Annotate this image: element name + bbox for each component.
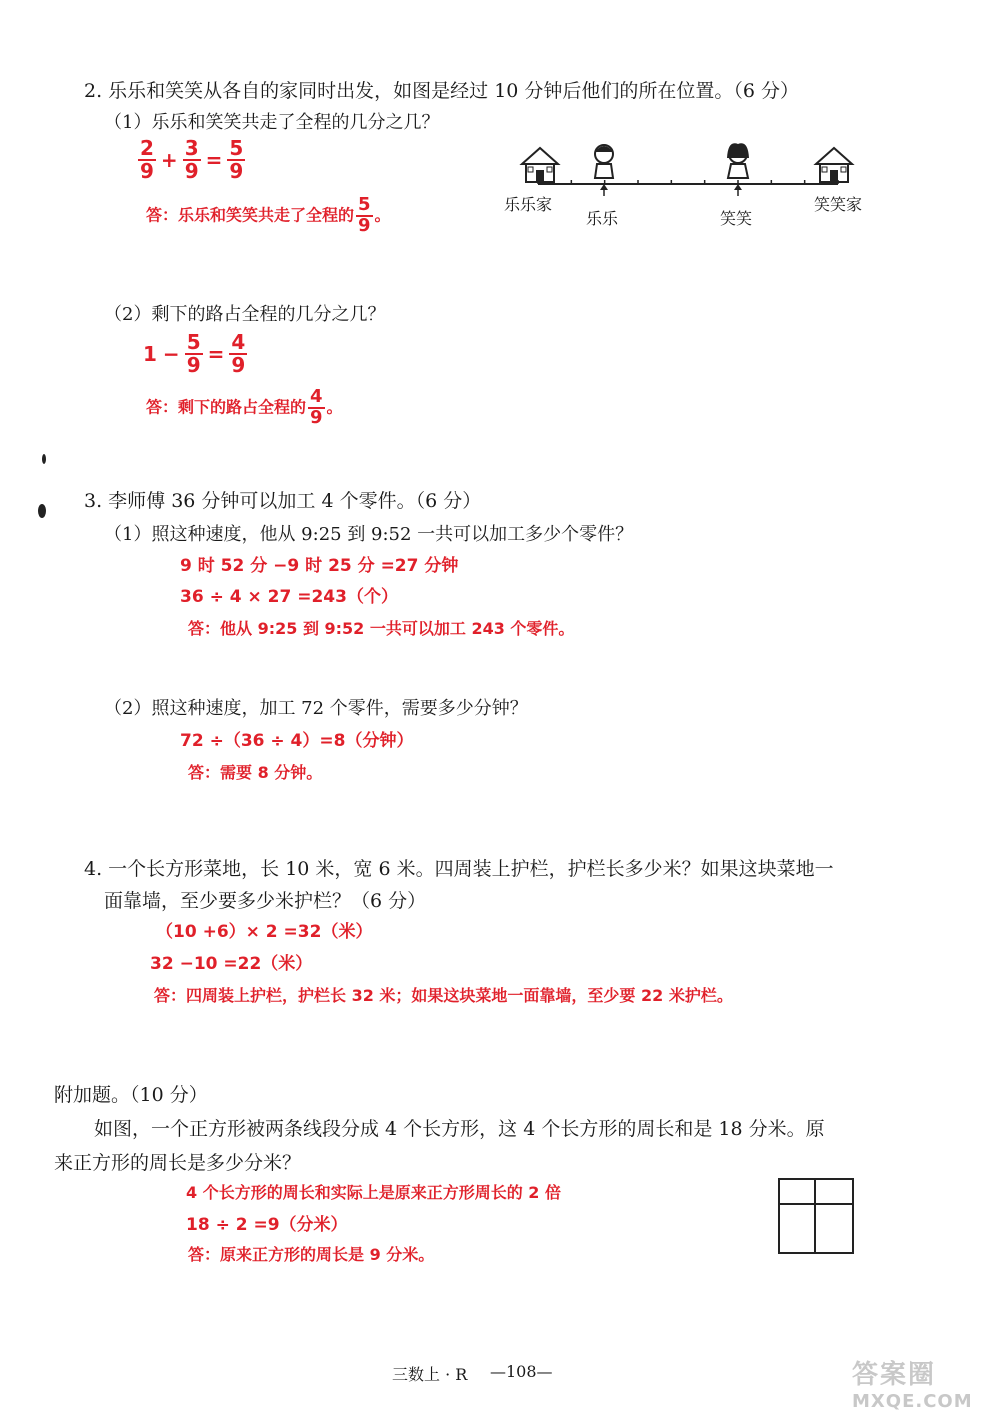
q2-part1-question: （1）乐乐和笑笑共走了全程的几分之几？ bbox=[104, 112, 440, 133]
fraction: $\frac{2}{9}$ bbox=[140, 136, 154, 183]
xiaoxiao-house-icon bbox=[816, 148, 852, 182]
q3-title: 3. 李师傅 36 分钟可以加工 4 个零件。（6 分） bbox=[84, 490, 482, 512]
q2-part1-answer: 答：乐乐和笑笑共走了全程的 $\frac{5}{9}$ 。 bbox=[146, 194, 391, 236]
q2-part2-question: （2）剩下的路占全程的几分之几？ bbox=[104, 304, 386, 325]
bonus-line1: 4 个长方形的周长和实际上是原来正方形周长的 2 倍 bbox=[186, 1183, 561, 1202]
q4-title-line1: 4. 一个长方形菜地，长 10 米，宽 6 米。四周装上护栏，护栏长多少米？如果这块菜地一 bbox=[84, 858, 834, 880]
bonus-text-line2: 来正方形的周长是多少分米？ bbox=[54, 1152, 302, 1174]
q4-line2: 32 −10 =22（米） bbox=[150, 954, 313, 974]
q4-answer: 答：四周装上护栏，护栏长 32 米；如果这块菜地一面靠墙，至少要 22 米护栏。 bbox=[154, 986, 733, 1005]
q3-part2-question: （2）照这种速度，加工 72 个零件，需要多少分钟？ bbox=[104, 698, 528, 719]
q2-title: 2. 乐乐和笑笑从各自的家同时出发，如图是经过 10 分钟后他们的所在位置。（6 分） bbox=[84, 80, 800, 102]
lele-house-icon bbox=[522, 148, 558, 182]
xiaoxiao-figure-icon bbox=[727, 143, 749, 178]
fraction: $\frac{5}{9}$ bbox=[186, 330, 201, 377]
bonus-line2: 18 ÷ 2 =9（分米） bbox=[186, 1215, 348, 1235]
q3-part1-line1: 9 时 52 分 −9 时 25 分 =27 分钟 bbox=[180, 556, 459, 576]
xiaoxiao-label: 笑笑 bbox=[720, 209, 753, 228]
watermark-logo: 答案圈 MXQE.COM bbox=[852, 1360, 973, 1412]
q3-part2-line1: 72 ÷（36 ÷ 4）=8（分钟） bbox=[180, 731, 414, 751]
q2-part2-calc: 1 − $\frac{5}{9}$ = $\frac{4}{9}$ bbox=[143, 330, 246, 377]
q4-line1: （10 +6）× 2 =32（米） bbox=[156, 922, 373, 942]
fraction: $\frac{5}{9}$ bbox=[229, 136, 244, 183]
q2-part2-answer: 答：剩下的路占全程的 $\frac{4}{9}$ 。 bbox=[146, 386, 343, 428]
lele-home-label: 乐乐家 bbox=[504, 195, 553, 214]
q3-part1-answer: 答：他从 9:25 到 9:52 一共可以加工 243 个零件。 bbox=[188, 619, 575, 638]
bonus-answer: 答：原来正方形的周长是 9 分米。 bbox=[188, 1245, 435, 1264]
xiaoxiao-home-label: 笑笑家 bbox=[814, 195, 863, 214]
lele-figure-icon bbox=[595, 145, 613, 178]
bonus-title: 附加题。（10 分） bbox=[54, 1084, 208, 1106]
vertical-divider bbox=[814, 1178, 816, 1252]
divided-square-figure bbox=[778, 1178, 854, 1254]
margin-mark bbox=[38, 504, 46, 518]
lele-label: 乐乐 bbox=[586, 209, 619, 228]
q3-part1-question: （1）照这种速度，他从 9:25 到 9:52 一共可以加工多少个零件？ bbox=[104, 524, 634, 545]
fraction: $\frac{4}{9}$ bbox=[231, 330, 246, 377]
fraction: $\frac{3}{9}$ bbox=[184, 136, 199, 183]
q3-part1-line2: 36 ÷ 4 × 27 =243（个） bbox=[180, 587, 398, 607]
footer-book-label: 三数上 · R bbox=[392, 1365, 468, 1384]
q4-title-line2: 面靠墙，至少要多少米护栏？（6 分） bbox=[104, 890, 427, 912]
margin-mark bbox=[42, 454, 46, 464]
q2-part1-calc: $\frac{2}{9}$ + $\frac{3}{9}$ = $\frac{5}{9}$ bbox=[140, 136, 244, 183]
footer-page-number: —108— bbox=[490, 1362, 553, 1381]
route-diagram bbox=[500, 138, 890, 238]
q3-part2-answer: 答：需要 8 分钟。 bbox=[188, 763, 323, 782]
bonus-text-line1: 如图，一个正方形被两条线段分成 4 个长方形，这 4 个长方形的周长和是 18 分米。原 bbox=[94, 1118, 825, 1140]
